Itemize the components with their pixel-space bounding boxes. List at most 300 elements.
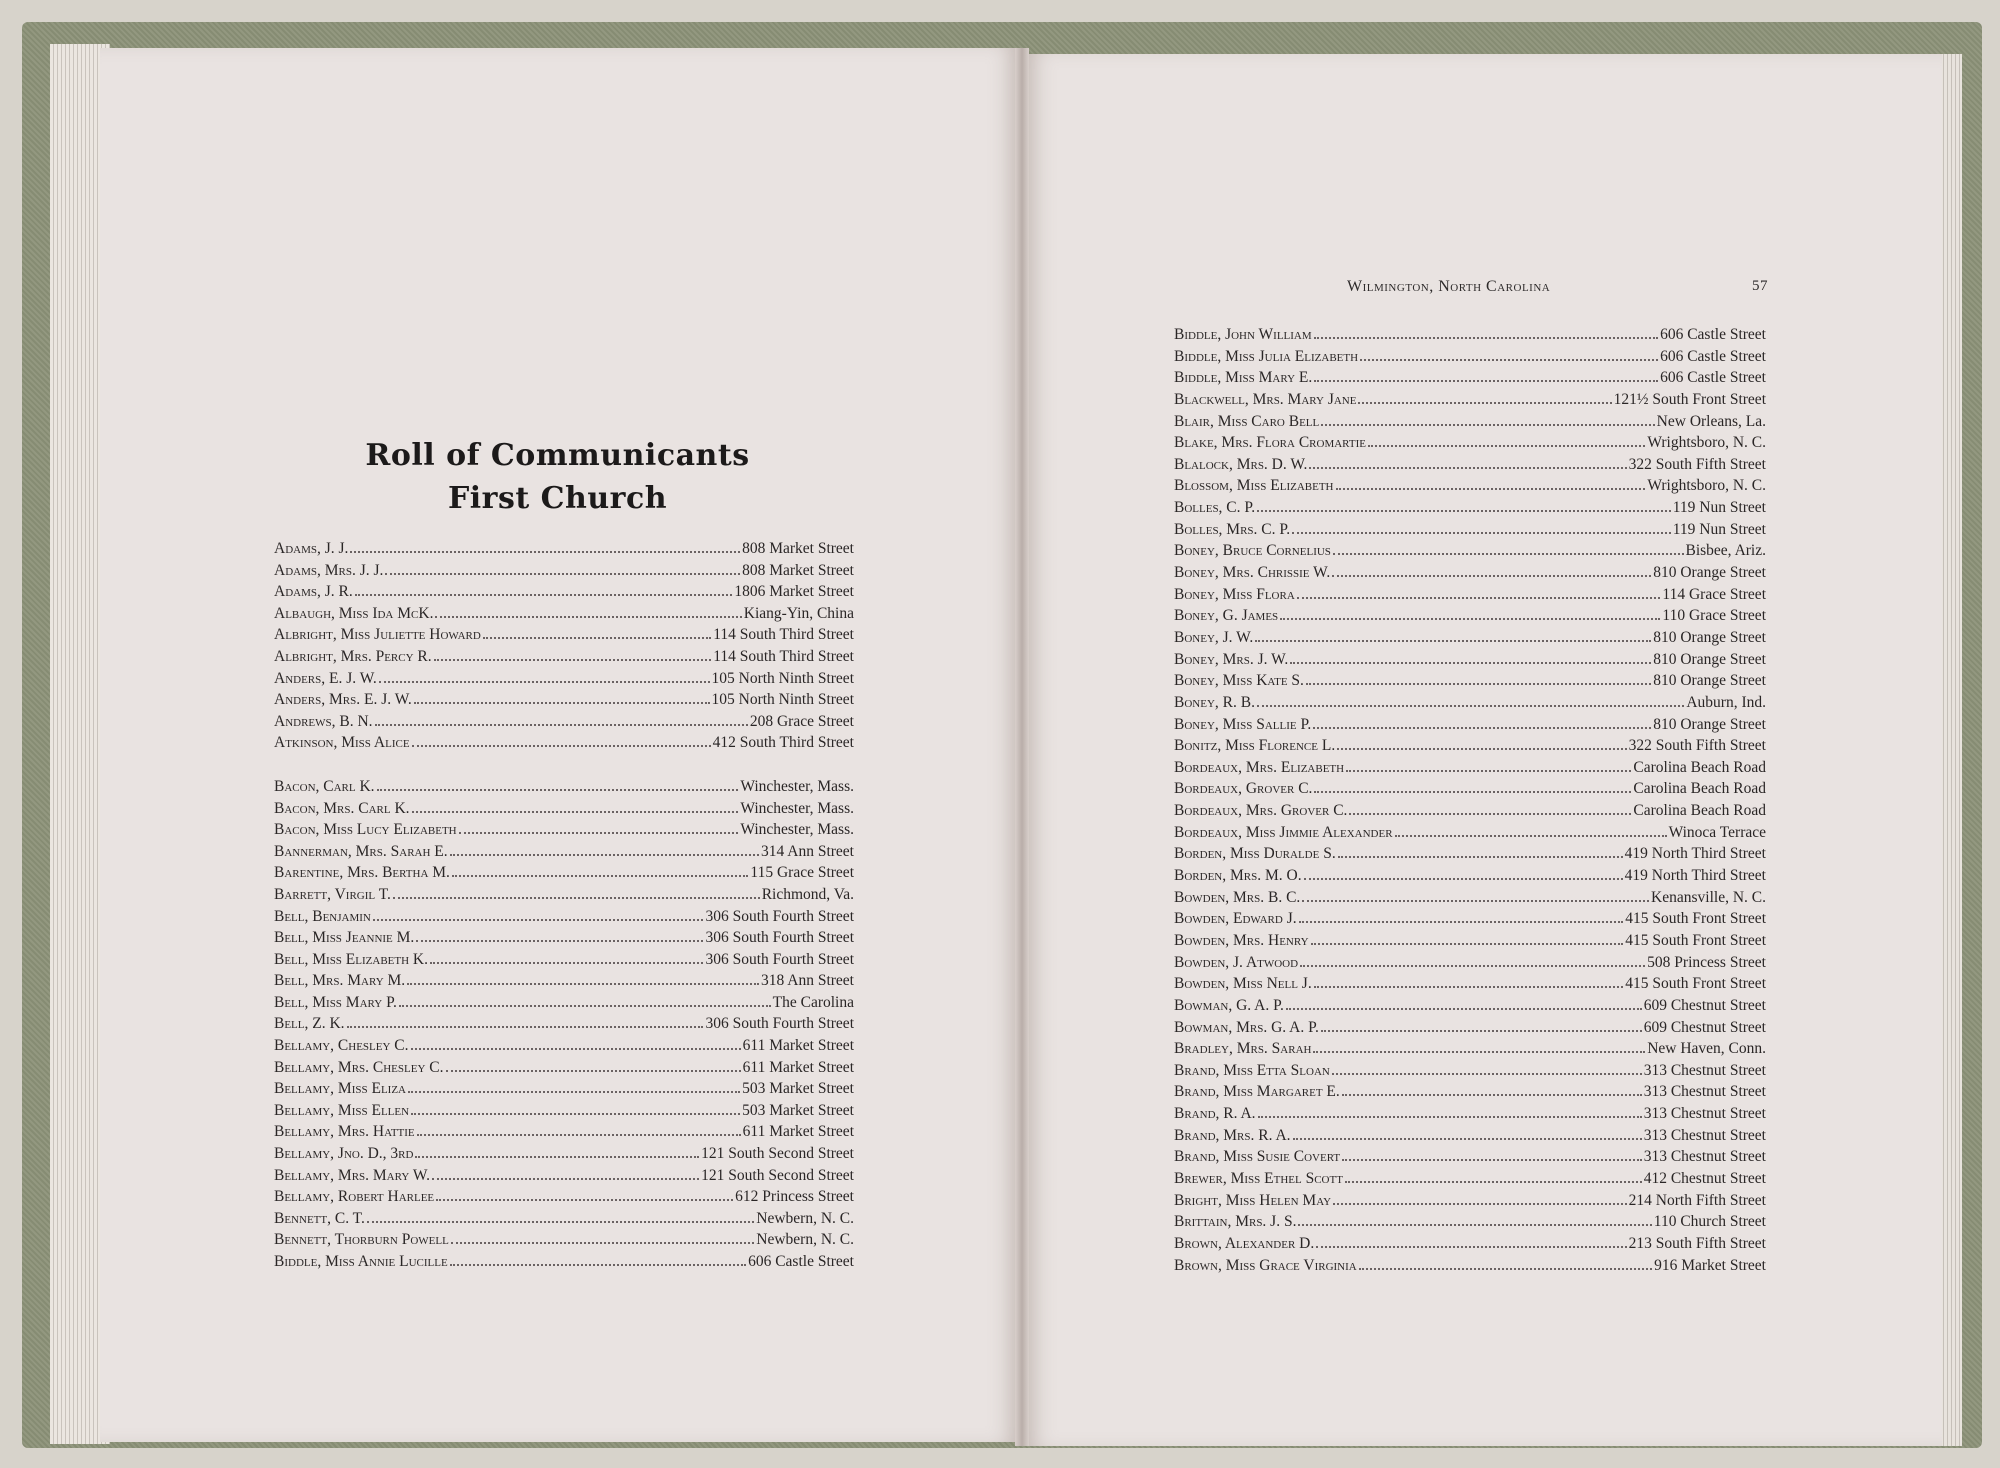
communicant-address: Newbern, N. C.	[756, 1209, 854, 1227]
communicant-address: 606 Castle Street	[1660, 369, 1766, 387]
communicant-name: Bordeaux, Mrs. Grover C.	[1174, 802, 1348, 820]
communicant-address: 306 South Fourth Street	[705, 1015, 854, 1033]
communicant-name: Bowden, Mrs. Henry	[1174, 931, 1309, 949]
communicant-address: 810 Orange Street	[1653, 715, 1766, 733]
communicant-name: Boney, Miss Sallie P.	[1174, 715, 1312, 733]
communicant-address: Auburn, Ind.	[1686, 693, 1766, 711]
dot-leader	[450, 1264, 746, 1266]
communicant-name: Bowden, J. Atwood	[1174, 953, 1299, 971]
communicant-name: Bacon, Carl K.	[274, 777, 375, 795]
communicant-name: Borden, Miss Duralde S.	[1174, 845, 1336, 863]
communicant-name: Blossom, Miss Elizabeth	[1174, 477, 1334, 495]
list-item	[1174, 369, 1766, 391]
dot-leader	[1298, 1224, 1651, 1226]
communicant-name: Brand, Miss Margaret E.	[1174, 1083, 1340, 1101]
communicant-name: Bowden, Mrs. B. C.	[1174, 888, 1301, 906]
communicant-address: Winchester, Mass.	[740, 799, 854, 817]
dot-leader	[347, 1026, 704, 1028]
dot-leader	[1314, 380, 1658, 382]
dot-leader	[407, 983, 759, 985]
dot-leader	[408, 1091, 740, 1093]
communicant-name: Bell, Miss Elizabeth K.	[274, 950, 428, 968]
communicant-name: Brittain, Mrs. J. S.	[1174, 1213, 1297, 1231]
communicant-address: Kenansville, N. C.	[1651, 888, 1766, 906]
dot-leader	[355, 594, 733, 596]
dot-leader	[435, 616, 741, 618]
communicant-address: 916 Market Street	[1654, 1256, 1766, 1274]
dot-leader	[393, 897, 760, 899]
dot-leader	[1333, 1203, 1627, 1205]
communicant-name: Bell, Miss Mary P.	[274, 993, 397, 1011]
communicant-address: 114 South Third Street	[713, 647, 854, 665]
communicant-address: 415 South Front Street	[1625, 975, 1766, 993]
list-item	[1174, 1105, 1766, 1127]
dot-leader	[414, 702, 710, 704]
list-item	[1174, 651, 1766, 673]
list-item	[1174, 499, 1766, 521]
dot-leader	[1333, 553, 1684, 555]
dot-leader	[1358, 402, 1611, 404]
communicant-address: New Haven, Conn.	[1647, 1040, 1766, 1058]
dot-leader	[1314, 337, 1658, 339]
left-page	[100, 48, 1015, 1442]
communicant-address: 612 Princess Street	[735, 1188, 854, 1206]
list-item	[1174, 1235, 1766, 1257]
list-item	[1174, 759, 1766, 781]
dot-leader	[1304, 878, 1623, 880]
communicant-name: Boney, Bruce Cornelius	[1174, 542, 1331, 560]
dot-leader	[412, 811, 739, 813]
dot-leader	[1290, 662, 1651, 664]
list-item	[274, 929, 854, 951]
communicant-name: Bennett, Thorburn Powell	[274, 1231, 449, 1249]
communicant-address: Newbern, N. C.	[756, 1231, 854, 1249]
list-item	[274, 886, 854, 908]
communicant-address: 214 North Fifth Street	[1628, 1191, 1766, 1209]
dot-leader	[1313, 727, 1651, 729]
dot-leader	[1311, 943, 1624, 945]
running-head-title: Wilmington, North Carolina	[1347, 278, 1551, 295]
dot-leader	[1321, 424, 1654, 426]
communicant-name: Albaugh, Miss Ida McK.	[274, 604, 434, 622]
list-item	[274, 1253, 854, 1275]
list-item	[274, 648, 854, 670]
communicant-name: Bennett, C. T.	[274, 1209, 365, 1227]
communicant-name: Atkinson, Miss Alice	[274, 734, 410, 752]
list-item	[274, 691, 854, 713]
communicant-name: Brand, Miss Susie Covert	[1174, 1148, 1341, 1166]
communicant-address: 115 Grace Street	[750, 864, 854, 882]
communicant-name: Bellamy, Mrs. Chesley C.	[274, 1058, 444, 1076]
communicant-address: Carolina Beach Road	[1633, 802, 1766, 820]
communicant-address: 606 Castle Street	[748, 1253, 854, 1270]
list-item	[274, 908, 854, 930]
communicant-address: 322 South Fifth Street	[1628, 737, 1766, 755]
communicant-address: 306 South Fourth Street	[705, 929, 854, 947]
communicant-address: 609 Chestnut Street	[1643, 996, 1766, 1014]
list-item	[274, 1080, 854, 1102]
dot-leader	[1332, 1073, 1642, 1075]
communicant-address: 121½ South Front Street	[1613, 390, 1766, 408]
communicant-name: Bacon, Mrs. Carl K.	[274, 799, 410, 817]
list-item	[274, 1123, 854, 1145]
communicant-address: 105 North Ninth Street	[711, 669, 854, 687]
communicant-address: 110 Grace Street	[1662, 607, 1766, 625]
communicant-name: Brown, Alexander D.	[1174, 1234, 1315, 1252]
communicant-address: Kiang-Yin, China	[743, 604, 854, 622]
list-item	[1174, 348, 1766, 370]
communicant-name: Blalock, Mrs. D. W.	[1174, 455, 1308, 473]
communicant-name: Boney, Miss Kate S.	[1174, 672, 1304, 690]
list-item	[1174, 413, 1766, 435]
communicant-address: 415 South Front Street	[1625, 910, 1766, 928]
dot-leader	[375, 724, 748, 726]
communicant-address: 412 South Third Street	[712, 734, 854, 752]
communicant-name: Bell, Z. K.	[274, 1015, 345, 1033]
communicant-name: Andrews, B. N.	[274, 712, 373, 730]
communicant-address: 611 Market Street	[742, 1123, 854, 1141]
dot-leader	[432, 1178, 699, 1180]
dot-leader	[1395, 835, 1667, 837]
list-item	[1174, 1257, 1766, 1279]
communicant-name: Bellamy, Mrs. Mary W.	[274, 1166, 430, 1184]
communicant-name: Bolles, Mrs. C. P.	[1174, 520, 1291, 538]
list-item	[274, 605, 854, 627]
communicant-name: Bowden, Miss Nell J.	[1174, 975, 1312, 993]
list-item	[274, 1231, 854, 1253]
communicant-address: 611 Market Street	[742, 1037, 854, 1055]
dot-leader	[1314, 791, 1631, 793]
communicant-address: 114 South Third Street	[713, 626, 854, 644]
dot-leader	[1313, 1051, 1645, 1053]
dot-leader	[483, 637, 711, 639]
list-item	[1174, 434, 1766, 456]
communicant-address: 508 Princess Street	[1647, 953, 1766, 971]
communicant-name: Anders, E. J. W.	[274, 669, 377, 687]
communicant-address: 810 Orange Street	[1653, 650, 1766, 668]
left-entry-list	[274, 540, 854, 1275]
communicant-name: Bell, Benjamin	[274, 907, 371, 925]
communicant-address: 606 Castle Street	[1660, 326, 1766, 343]
communicant-address: 609 Chestnut Street	[1643, 1018, 1766, 1036]
dot-leader	[415, 1156, 699, 1158]
communicant-name: Boney, R. B.	[1174, 693, 1255, 711]
list-item	[1174, 456, 1766, 478]
list-item	[274, 540, 854, 562]
dot-leader	[399, 1005, 771, 1007]
communicant-address: 808 Market Street	[742, 561, 854, 579]
communicant-name: Bellamy, Jno. D., 3rd	[274, 1145, 414, 1163]
communicant-name: Brand, Mrs. R. A.	[1174, 1126, 1291, 1144]
list-item	[1174, 889, 1766, 911]
list-item	[274, 1015, 854, 1037]
communicant-address: 208 Grace Street	[749, 712, 854, 730]
communicant-name: Brewer, Miss Ethel Scott	[1174, 1169, 1343, 1187]
communicant-name: Brand, Miss Etta Sloan	[1174, 1061, 1330, 1079]
list-item	[274, 670, 854, 692]
list-item	[274, 734, 854, 756]
list-item	[1174, 1019, 1766, 1041]
list-item	[1174, 910, 1766, 932]
dot-leader	[412, 745, 711, 747]
dot-leader	[379, 681, 710, 683]
dot-leader	[1342, 1094, 1642, 1096]
dot-leader	[1314, 986, 1623, 988]
communicant-address: 419 North Third Street	[1624, 845, 1766, 863]
communicant-name: Bellamy, Miss Ellen	[274, 1101, 410, 1119]
communicant-address: 119 Nun Street	[1672, 520, 1766, 538]
dot-leader	[1257, 705, 1684, 707]
list-item	[1174, 1148, 1766, 1170]
list-item	[1174, 1062, 1766, 1084]
communicant-name: Adams, J. R.	[274, 583, 353, 601]
communicant-name: Biddle, Miss Annie Lucille	[274, 1253, 448, 1270]
list-item	[1174, 867, 1766, 889]
communicant-name: Barentine, Mrs. Bertha M.	[274, 864, 450, 882]
dot-leader	[451, 1242, 754, 1244]
dot-leader	[377, 789, 739, 791]
communicant-address: Carolina Beach Road	[1633, 780, 1766, 798]
list-item	[274, 1167, 854, 1189]
list-item	[1174, 737, 1766, 759]
communicant-address: Richmond, Va.	[761, 885, 854, 903]
communicant-address: 810 Orange Street	[1653, 564, 1766, 582]
dot-leader	[434, 659, 712, 661]
list-item	[1174, 802, 1766, 824]
communicant-address: Winoca Terrace	[1668, 823, 1766, 841]
list-item	[1174, 954, 1766, 976]
dot-leader	[1257, 510, 1671, 512]
communicant-address: Bisbee, Ariz.	[1685, 542, 1766, 560]
communicant-address: 114 Grace Street	[1662, 585, 1766, 603]
communicant-name: Boney, Mrs. Chrissie W.	[1174, 564, 1331, 582]
list-item	[274, 972, 854, 994]
list-item	[274, 1188, 854, 1210]
list-item	[1174, 542, 1766, 564]
communicant-name: Bordeaux, Grover C.	[1174, 780, 1313, 798]
communicant-address: 412 Chestnut Street	[1643, 1169, 1766, 1187]
list-item	[1174, 975, 1766, 997]
dot-leader	[1338, 856, 1623, 858]
dot-leader	[1349, 813, 1631, 815]
communicant-name: Bell, Mrs. Mary M.	[274, 972, 406, 990]
communicant-address: 313 Chestnut Street	[1643, 1105, 1766, 1123]
list-item	[274, 778, 854, 800]
list-item	[274, 562, 854, 584]
dot-leader	[446, 1070, 741, 1072]
dot-leader	[1300, 965, 1645, 967]
dot-leader	[1255, 640, 1651, 642]
page-number: 57	[1752, 278, 1768, 294]
communicant-address: 808 Market Street	[742, 540, 854, 557]
list-item	[1174, 1170, 1766, 1192]
communicant-address: 119 Nun Street	[1672, 499, 1766, 517]
communicant-address: 213 South Fifth Street	[1628, 1234, 1766, 1252]
list-item	[1174, 694, 1766, 716]
communicant-name: Brown, Miss Grace Virginia	[1174, 1256, 1357, 1274]
dot-leader	[417, 1134, 741, 1136]
dot-leader	[459, 832, 739, 834]
list-item	[274, 843, 854, 865]
communicant-address: 611 Market Street	[742, 1058, 854, 1076]
dot-leader	[367, 1221, 754, 1223]
communicant-name: Bannerman, Mrs. Sarah E.	[274, 842, 448, 860]
dot-leader	[1336, 488, 1646, 490]
communicant-name: Boney, G. James	[1174, 607, 1279, 625]
communicant-name: Biddle, Miss Mary E.	[1174, 369, 1313, 387]
dot-leader	[416, 940, 703, 942]
list-item	[1174, 477, 1766, 499]
church-subtitle: First Church	[447, 481, 668, 516]
dot-leader	[1359, 1268, 1652, 1270]
list-item	[274, 1210, 854, 1232]
dot-leader	[1286, 1008, 1642, 1010]
communicant-name: Barrett, Virgil T.	[274, 885, 391, 903]
dot-leader	[373, 919, 704, 921]
communicant-address: 322 South Fifth Street	[1628, 455, 1766, 473]
communicant-name: Biddle, Miss Julia Elizabeth	[1174, 347, 1359, 365]
roll-title: Roll of Communicants	[365, 438, 750, 473]
dot-leader	[1292, 532, 1671, 534]
dot-leader	[430, 962, 703, 964]
dot-leader	[1299, 921, 1624, 923]
list-item	[274, 1059, 854, 1081]
list-item	[1174, 1213, 1766, 1235]
list-item	[274, 1102, 854, 1124]
list-item	[1174, 1083, 1766, 1105]
dot-leader	[411, 1048, 741, 1050]
right-entry-list	[1174, 326, 1766, 1278]
list-item	[274, 800, 854, 822]
dot-leader	[1342, 1159, 1642, 1161]
list-item	[1174, 997, 1766, 1019]
communicant-address: 313 Chestnut Street	[1643, 1083, 1766, 1101]
communicant-address: 306 South Fourth Street	[705, 907, 854, 925]
communicant-name: Bacon, Miss Lucy Elizabeth	[274, 821, 457, 839]
communicant-name: Anders, Mrs. E. J. W.	[274, 691, 412, 709]
communicant-name: Bordeaux, Mrs. Elizabeth	[1174, 758, 1345, 776]
list-item	[274, 713, 854, 735]
dot-leader	[1332, 575, 1651, 577]
communicant-address: 318 Ann Street	[761, 972, 854, 990]
communicant-address: 121 South Second Street	[701, 1145, 854, 1163]
communicant-address: 105 North Ninth Street	[711, 691, 854, 709]
list-item	[1174, 672, 1766, 694]
communicant-address: 1806 Market Street	[734, 583, 854, 601]
communicant-name: Brand, R. A.	[1174, 1105, 1256, 1123]
dot-leader	[1316, 1246, 1626, 1248]
page-edges-right	[1940, 54, 1962, 1446]
list-item	[1174, 1040, 1766, 1062]
running-head	[1029, 278, 1942, 300]
dot-leader	[1321, 1030, 1642, 1032]
list-item	[274, 1037, 854, 1059]
group-spacer	[274, 756, 854, 778]
list-item	[274, 864, 854, 886]
communicant-name: Bellamy, Miss Eliza	[274, 1080, 406, 1098]
communicant-name: Blair, Miss Caro Bell	[1174, 412, 1320, 430]
list-item	[1174, 326, 1766, 348]
communicant-address: 419 North Third Street	[1624, 867, 1766, 885]
communicant-name: Boney, Mrs. J. W.	[1174, 650, 1289, 668]
dot-leader	[436, 1199, 733, 1201]
list-item	[274, 1145, 854, 1167]
dot-leader	[1337, 748, 1626, 750]
communicant-address: 313 Chestnut Street	[1643, 1126, 1766, 1144]
list-item	[1174, 845, 1766, 867]
communicant-address: 415 South Front Street	[1625, 931, 1766, 949]
dot-leader	[1368, 445, 1645, 447]
dot-leader	[350, 551, 740, 553]
communicant-name: Bellamy, Chesley C.	[274, 1037, 409, 1055]
communicant-address: 606 Castle Street	[1660, 347, 1766, 365]
communicant-address: New Orleans, La.	[1656, 412, 1766, 430]
communicant-name: Bright, Miss Helen May	[1174, 1191, 1332, 1209]
communicant-name: Bradley, Mrs. Sarah	[1174, 1040, 1312, 1058]
dot-leader	[1309, 467, 1626, 469]
communicant-name: Bonitz, Miss Florence L.	[1174, 737, 1336, 755]
communicant-address: Carolina Beach Road	[1633, 758, 1766, 776]
list-item	[1174, 1192, 1766, 1214]
communicant-name: Bellamy, Mrs. Hattie	[274, 1123, 415, 1141]
communicant-name: Bordeaux, Miss Jimmie Alexander	[1174, 823, 1393, 841]
list-item	[274, 951, 854, 973]
list-item	[274, 583, 854, 605]
list-item	[1174, 521, 1766, 543]
communicant-address: 810 Orange Street	[1653, 672, 1766, 690]
list-item	[274, 626, 854, 648]
communicant-name: Boney, Miss Flora	[1174, 585, 1295, 603]
communicant-name: Borden, Mrs. M. O.	[1174, 867, 1302, 885]
list-item	[274, 994, 854, 1016]
dot-leader	[1302, 900, 1649, 902]
communicant-name: Bell, Miss Jeannie M.	[274, 929, 415, 947]
dot-leader	[1306, 683, 1651, 685]
communicant-address: Winchester, Mass.	[740, 821, 854, 839]
communicant-name: Bowman, Mrs. G. A. P.	[1174, 1018, 1319, 1036]
dot-leader	[1258, 1116, 1642, 1118]
communicant-name: Bowden, Edward J.	[1174, 910, 1297, 928]
dot-leader	[1293, 1138, 1642, 1140]
communicant-name: Biddle, John William	[1174, 326, 1312, 343]
communicant-name: Adams, J. J.	[274, 540, 349, 557]
communicant-address: Wrightsboro, N. C.	[1647, 477, 1766, 495]
dot-leader	[1345, 1181, 1642, 1183]
communicant-address: 313 Chestnut Street	[1643, 1061, 1766, 1079]
list-item	[1174, 932, 1766, 954]
dot-leader	[1346, 770, 1631, 772]
list-item	[1174, 629, 1766, 651]
list-item	[1174, 716, 1766, 738]
communicant-name: Boney, J. W.	[1174, 628, 1254, 646]
list-item	[274, 821, 854, 843]
communicant-address: 110 Church Street	[1653, 1213, 1766, 1231]
communicant-address: 306 South Fourth Street	[705, 950, 854, 968]
communicant-address: 503 Market Street	[742, 1101, 854, 1119]
dot-leader	[1360, 359, 1658, 361]
communicant-name: Adams, Mrs. J. J.	[274, 561, 384, 579]
communicant-address: Winchester, Mass.	[740, 777, 854, 795]
communicant-name: Bowman, G. A. P.	[1174, 996, 1284, 1014]
dot-leader	[450, 854, 759, 856]
dot-leader	[1297, 597, 1661, 599]
communicant-address: 121 South Second Street	[701, 1166, 854, 1184]
communicant-name: Blackwell, Mrs. Mary Jane	[1174, 390, 1357, 408]
communicant-name: Blake, Mrs. Flora Cromartie	[1174, 434, 1366, 452]
list-item	[1174, 607, 1766, 629]
list-item	[1174, 780, 1766, 802]
dot-leader	[385, 573, 740, 575]
